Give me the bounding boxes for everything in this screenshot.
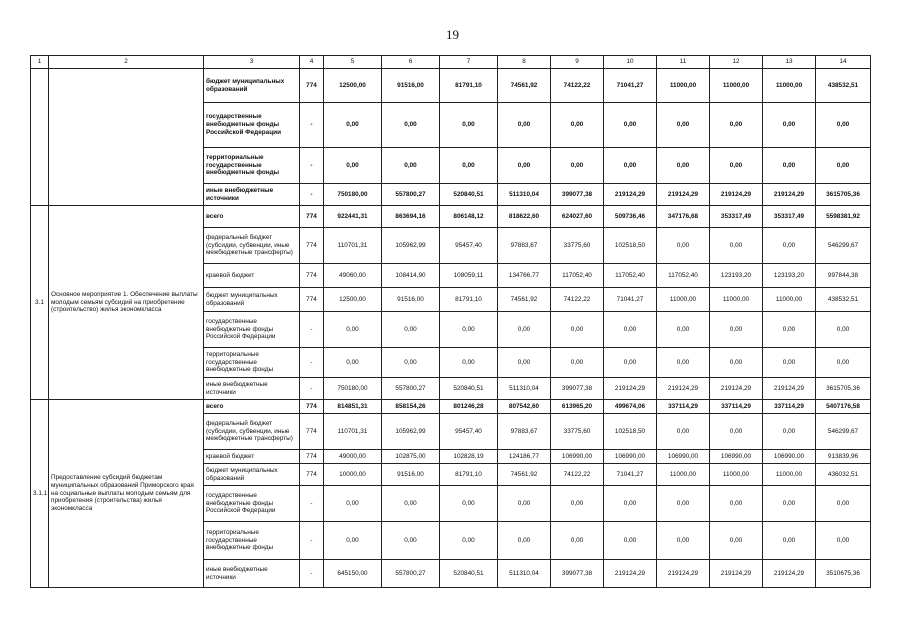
amount-cell: 438532,51 [816,288,871,312]
funding-source-label: государственные внебюджетные фонды Российской Федерации [204,103,300,148]
amount-cell: 0,00 [657,228,710,264]
amount-cell: 0,00 [816,486,871,522]
funding-source-label: бюджет муниципальных образований [204,464,300,486]
column-number: 5 [324,56,382,69]
funding-source-label: бюджет муниципальных образований [204,69,300,103]
amount-cell: 0,00 [816,522,871,560]
amount-cell: 3510675,36 [816,560,871,588]
amount-cell: 624027,60 [551,206,604,228]
amount-cell: 0,00 [382,148,440,184]
item-code [31,69,49,206]
amount-cell: 219124,29 [657,184,710,206]
funding-source-label: федеральный бюджет (субсидии, субвенции, иные межбюджетные трансферты) [204,414,300,450]
amount-cell: 106990,00 [657,450,710,464]
amount-cell: 117052,40 [551,264,604,288]
amount-cell: 0,00 [763,486,816,522]
amount-cell: 0,00 [382,522,440,560]
amount-cell: 0,00 [763,348,816,378]
amount-cell: 546299,67 [816,228,871,264]
amount-cell: 0,00 [816,312,871,348]
amount-cell: 399077,38 [551,378,604,400]
amount-cell: 117052,40 [604,264,657,288]
item-title: Основное мероприятие 1. Обеспечение выплаты молодым семьям субсидий на приобретение (строительство) жилья экономкласса [49,206,204,400]
amount-cell: 219124,29 [710,560,763,588]
table-row [31,400,871,414]
amount-cell: 219124,29 [604,378,657,400]
amount-cell: 0,00 [324,312,382,348]
amount-cell: 0,00 [816,103,871,148]
admin-code: 774 [300,450,324,464]
amount-cell: 0,00 [604,312,657,348]
admin-code: - [300,486,324,522]
amount-cell: 858154,26 [382,400,440,414]
funding-source-label: территориальные государственные внебюджетные фонды [204,348,300,378]
amount-cell: 117052,40 [657,264,710,288]
amount-cell: 511310,04 [498,378,551,400]
amount-cell: 219124,29 [763,560,816,588]
amount-cell: 814851,31 [324,400,382,414]
amount-cell: 0,00 [657,414,710,450]
amount-cell: 11000,00 [710,69,763,103]
amount-cell: 74122,22 [551,69,604,103]
amount-cell: 5407176,58 [816,400,871,414]
funding-source-label: бюджет муниципальных образований [204,288,300,312]
column-number: 8 [498,56,551,69]
amount-cell: 91516,00 [382,69,440,103]
amount-cell: 105962,99 [382,228,440,264]
amount-cell: 95457,40 [440,414,498,450]
amount-cell: 33775,60 [551,414,604,450]
amount-cell: 71041,27 [604,288,657,312]
amount-cell: 102518,50 [604,228,657,264]
admin-code: 774 [300,206,324,228]
column-number: 13 [763,56,816,69]
item-title: Предоставление субсидий бюджетам муниципальных образований Приморского края на социальные выплаты молодым семьям для приобретения (строительства) жилья экономкласса [49,400,204,588]
amount-cell: 0,00 [440,522,498,560]
amount-cell: 71041,27 [604,69,657,103]
amount-cell: 106990,00 [604,450,657,464]
amount-cell: 81791,10 [440,69,498,103]
amount-cell: 74122,22 [551,288,604,312]
amount-cell: 0,00 [382,348,440,378]
amount-cell: 0,00 [763,103,816,148]
amount-cell: 5598381,92 [816,206,871,228]
amount-cell: 863694,16 [382,206,440,228]
amount-cell: 0,00 [657,522,710,560]
amount-cell: 91516,00 [382,464,440,486]
table-body [31,56,871,588]
admin-code: 774 [300,228,324,264]
amount-cell: 499674,06 [604,400,657,414]
amount-cell: 123193,20 [710,264,763,288]
amount-cell: 102518,50 [604,414,657,450]
amount-cell: 102828,19 [440,450,498,464]
amount-cell: 0,00 [710,348,763,378]
amount-cell: 106990,00 [763,450,816,464]
column-number: 1 [31,56,49,69]
amount-cell: 750180,00 [324,184,382,206]
amount-cell: 11000,00 [763,288,816,312]
amount-cell: 3615705,36 [816,184,871,206]
funding-source-label: территориальные государственные внебюджетные фонды [204,148,300,184]
amount-cell: 0,00 [710,228,763,264]
amount-cell: 0,00 [604,103,657,148]
funding-source-label: всего [204,206,300,228]
amount-cell: 0,00 [324,522,382,560]
amount-cell: 0,00 [604,486,657,522]
funding-source-label: иные внебюджетные источники [204,184,300,206]
amount-cell: 0,00 [763,228,816,264]
amount-cell: 124186,77 [498,450,551,464]
amount-cell: 11000,00 [710,464,763,486]
amount-cell: 0,00 [498,348,551,378]
amount-cell: 0,00 [816,148,871,184]
amount-cell: 0,00 [551,148,604,184]
funding-source-label: всего [204,400,300,414]
funding-source-label: иные внебюджетные источники [204,378,300,400]
amount-cell: 74561,92 [498,464,551,486]
amount-cell: 11000,00 [657,69,710,103]
amount-cell: 219124,29 [604,560,657,588]
amount-cell: 219124,29 [710,184,763,206]
column-number: 2 [49,56,204,69]
column-number: 7 [440,56,498,69]
amount-cell: 557800,27 [382,378,440,400]
amount-cell: 110701,31 [324,414,382,450]
amount-cell: 0,00 [324,103,382,148]
funding-source-label: краевой бюджет [204,450,300,464]
amount-cell: 33775,60 [551,228,604,264]
table-row [31,206,871,228]
column-number-row [31,56,871,69]
amount-cell: 11000,00 [763,464,816,486]
amount-cell: 806148,12 [440,206,498,228]
amount-cell: 0,00 [382,312,440,348]
admin-code: - [300,378,324,400]
amount-cell: 0,00 [657,312,710,348]
amount-cell: 81791,10 [440,288,498,312]
amount-cell: 0,00 [498,486,551,522]
amount-cell: 0,00 [324,148,382,184]
amount-cell: 0,00 [551,103,604,148]
admin-code: 774 [300,464,324,486]
admin-code: - [300,348,324,378]
amount-cell: 97883,67 [498,228,551,264]
amount-cell: 10000,00 [324,464,382,486]
amount-cell: 922441,31 [324,206,382,228]
amount-cell: 0,00 [604,522,657,560]
amount-cell: 0,00 [324,486,382,522]
amount-cell: 337114,29 [763,400,816,414]
amount-cell: 0,00 [324,348,382,378]
column-number: 6 [382,56,440,69]
item-code: 3.1.1 [31,400,49,588]
admin-code: - [300,184,324,206]
amount-cell: 71041,27 [604,464,657,486]
amount-cell: 91516,00 [382,288,440,312]
amount-cell: 438532,51 [816,69,871,103]
amount-cell: 106990,00 [551,450,604,464]
amount-cell: 0,00 [763,414,816,450]
amount-cell: 0,00 [710,486,763,522]
column-number: 9 [551,56,604,69]
amount-cell: 0,00 [657,103,710,148]
amount-cell: 11000,00 [657,288,710,312]
item-title [49,69,204,206]
amount-cell: 613965,20 [551,400,604,414]
amount-cell: 0,00 [657,148,710,184]
amount-cell: 0,00 [604,148,657,184]
funding-source-label: федеральный бюджет (субсидии, субвенции, иные межбюджетные трансферты) [204,228,300,264]
funding-source-label: территориальные государственные внебюджетные фонды [204,522,300,560]
amount-cell: 74122,22 [551,464,604,486]
amount-cell: 353317,49 [710,206,763,228]
amount-cell: 818622,60 [498,206,551,228]
amount-cell: 511310,04 [498,560,551,588]
amount-cell: 0,00 [763,312,816,348]
funding-source-label: государственные внебюджетные фонды Российской Федерации [204,312,300,348]
amount-cell: 353317,49 [763,206,816,228]
amount-cell: 0,00 [816,348,871,378]
amount-cell: 110701,31 [324,228,382,264]
column-number: 14 [816,56,871,69]
amount-cell: 913839,96 [816,450,871,464]
amount-cell: 520840,51 [440,560,498,588]
amount-cell: 807542,60 [498,400,551,414]
amount-cell: 106990,00 [710,450,763,464]
admin-code: - [300,312,324,348]
admin-code: - [300,148,324,184]
page-number: 19 [446,27,459,42]
amount-cell: 219124,29 [763,184,816,206]
column-number: 11 [657,56,710,69]
amount-cell: 0,00 [763,522,816,560]
amount-cell: 0,00 [498,522,551,560]
amount-cell: 49060,00 [324,264,382,288]
admin-code: - [300,522,324,560]
amount-cell: 12500,00 [324,288,382,312]
amount-cell: 337114,29 [710,400,763,414]
amount-cell: 95457,40 [440,228,498,264]
admin-code: 774 [300,400,324,414]
amount-cell: 0,00 [440,348,498,378]
amount-cell: 102875,00 [382,450,440,464]
amount-cell: 557800,27 [382,560,440,588]
admin-code: 774 [300,69,324,103]
column-number: 4 [300,56,324,69]
amount-cell: 347176,68 [657,206,710,228]
amount-cell: 11000,00 [657,464,710,486]
amount-cell: 0,00 [498,148,551,184]
amount-cell: 219124,29 [657,560,710,588]
amount-cell: 0,00 [604,348,657,378]
amount-cell: 0,00 [551,348,604,378]
amount-cell: 436032,51 [816,464,871,486]
amount-cell: 0,00 [710,148,763,184]
amount-cell: 511310,04 [498,184,551,206]
amount-cell: 219124,29 [763,378,816,400]
amount-cell: 0,00 [440,312,498,348]
amount-cell: 219124,29 [710,378,763,400]
amount-cell: 509736,46 [604,206,657,228]
amount-cell: 105962,99 [382,414,440,450]
admin-code: 774 [300,264,324,288]
admin-code: - [300,103,324,148]
amount-cell: 0,00 [498,312,551,348]
amount-cell: 0,00 [763,148,816,184]
funding-source-label: краевой бюджет [204,264,300,288]
amount-cell: 219124,29 [657,378,710,400]
amount-cell: 399077,38 [551,560,604,588]
table-row [31,69,871,103]
amount-cell: 399077,38 [551,184,604,206]
amount-cell: 0,00 [382,103,440,148]
amount-cell: 108414,90 [382,264,440,288]
funding-source-label: иные внебюджетные источники [204,560,300,588]
admin-code: - [300,560,324,588]
amount-cell: 0,00 [440,148,498,184]
amount-cell: 645150,00 [324,560,382,588]
amount-cell: 219124,29 [604,184,657,206]
amount-cell: 0,00 [382,486,440,522]
amount-cell: 0,00 [710,522,763,560]
admin-code: 774 [300,414,324,450]
admin-code: 774 [300,288,324,312]
amount-cell: 0,00 [710,312,763,348]
amount-cell: 0,00 [498,103,551,148]
amount-cell: 12500,00 [324,69,382,103]
amount-cell: 49000,00 [324,450,382,464]
amount-cell: 557800,27 [382,184,440,206]
amount-cell: 11000,00 [710,288,763,312]
amount-cell: 0,00 [440,486,498,522]
amount-cell: 81791,10 [440,464,498,486]
amount-cell: 546299,67 [816,414,871,450]
amount-cell: 337114,29 [657,400,710,414]
amount-cell: 0,00 [657,348,710,378]
amount-cell: 997844,38 [816,264,871,288]
amount-cell: 520840,51 [440,378,498,400]
amount-cell: 123193,20 [763,264,816,288]
amount-cell: 801246,28 [440,400,498,414]
item-code: 3.1 [31,206,49,400]
amount-cell: 0,00 [440,103,498,148]
amount-cell: 0,00 [710,103,763,148]
amount-cell: 750180,00 [324,378,382,400]
column-number: 12 [710,56,763,69]
budget-table [30,55,871,588]
amount-cell: 97883,67 [498,414,551,450]
amount-cell: 0,00 [710,414,763,450]
amount-cell: 0,00 [551,486,604,522]
amount-cell: 108059,11 [440,264,498,288]
amount-cell: 0,00 [551,522,604,560]
column-number: 10 [604,56,657,69]
amount-cell: 3615705,36 [816,378,871,400]
amount-cell: 74561,92 [498,69,551,103]
column-number: 3 [204,56,300,69]
amount-cell: 134766,77 [498,264,551,288]
amount-cell: 0,00 [551,312,604,348]
amount-cell: 0,00 [657,486,710,522]
amount-cell: 520840,51 [440,184,498,206]
funding-source-label: государственные внебюджетные фонды Российской Федерации [204,486,300,522]
amount-cell: 74561,92 [498,288,551,312]
amount-cell: 11000,00 [763,69,816,103]
